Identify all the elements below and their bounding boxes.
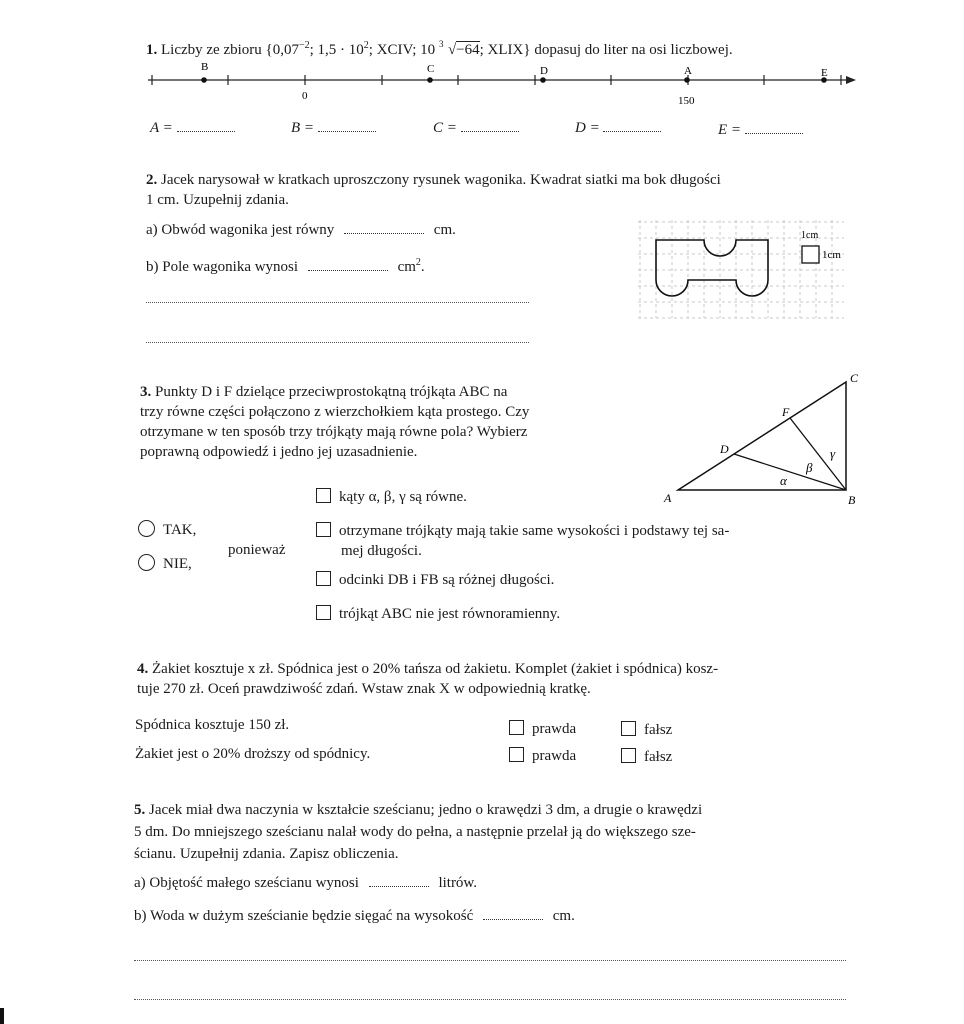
q1-mid2: ; XCIV; 10 (368, 42, 436, 58)
angle-gamma: γ (830, 446, 836, 461)
checkbox-reason-1[interactable] (316, 488, 331, 503)
legend-side: 1cm (822, 249, 841, 261)
point-C (427, 77, 433, 83)
q3-reason-2-cont: mej długości. (341, 543, 422, 559)
q3-no-label: NIE, (163, 556, 192, 572)
q3-reason-2[interactable]: otrzymane trójkąty mają takie same wysokości i podstawy tej sa- (316, 521, 729, 541)
q5-b (134, 906, 575, 926)
q1-root-index: 3 (438, 39, 444, 49)
q3-line4: poprawną odpowiedź i jedno jej uzasadnienie. (140, 444, 418, 460)
q3-reason-4[interactable]: trójkąt ABC nie jest równoramienny. (316, 604, 560, 624)
q5-number: 5. (134, 802, 146, 818)
label-zero: 0 (302, 90, 308, 102)
q1-answer-D: D = (575, 118, 661, 138)
q5-a (134, 873, 477, 893)
q5-line2: 5 dm. Do mniejszego sześcianu nalał wody do pełna, a następnie przelał ją do większego sze- (134, 824, 696, 840)
q3-reason-1[interactable]: kąty α, β, γ są równe. (316, 487, 467, 507)
checkbox-reason-4[interactable] (316, 605, 331, 620)
q2-work-line-2[interactable] (146, 342, 529, 343)
label-E: E (821, 67, 828, 79)
q1-sup2: 2 (363, 40, 369, 51)
q5-b-text: b) Woda w dużym sześcianie będzie sięgać na wysokość (134, 908, 474, 924)
q3-option-no[interactable] (138, 554, 192, 574)
q2-work-line-1[interactable] (146, 302, 529, 303)
q1-answer-B: B = (291, 118, 376, 138)
q2-b (146, 253, 425, 277)
q5-line1: Jacek miał dwa naczynia w kształcie sześcianu; jedno o krawędzi 3 dm, a drugie o krawędzi (149, 802, 703, 818)
q4-row2-false[interactable]: fałsz (621, 747, 672, 767)
checkbox-row2-true[interactable] (509, 747, 524, 762)
q2-b-blank[interactable] (308, 258, 388, 271)
q2-number: 2. (146, 172, 158, 188)
answer-D-blank[interactable] (603, 119, 661, 132)
q2-b-text: b) Pole wagonika wynosi (146, 259, 299, 275)
answer-A-blank[interactable] (177, 119, 235, 132)
q3-option-yes[interactable] (138, 520, 196, 540)
q1-number-line (140, 58, 870, 110)
q4-prompt (137, 659, 718, 699)
radio-yes[interactable] (138, 520, 155, 537)
q5-b-unit: cm. (552, 908, 575, 924)
point-F-label: F (782, 405, 790, 419)
label-B: B (201, 61, 209, 73)
point-D (540, 77, 546, 83)
q2-a-blank[interactable] (344, 221, 424, 234)
q4-number: 4. (137, 661, 149, 677)
q1-answer-C: C = (433, 118, 519, 138)
q3-prompt (140, 382, 640, 462)
q1-mid1: ; 1,5 · 10 (309, 42, 364, 58)
q2-a (146, 220, 456, 240)
radio-no[interactable] (138, 554, 155, 571)
scan-edge-mark (0, 1008, 4, 1024)
point-B (201, 77, 207, 83)
q4-row2-true[interactable]: prawda (509, 746, 576, 766)
label-C: C (427, 63, 435, 75)
q2-line2: 1 cm. Uzupełnij zdania. (146, 192, 289, 208)
checkbox-reason-3[interactable] (316, 571, 331, 586)
checkbox-row1-false[interactable] (621, 721, 636, 736)
q2-wagon-figure (634, 218, 854, 320)
triangle-ABC (678, 382, 846, 490)
answer-E-blank[interactable] (745, 121, 803, 134)
q3-yes-label: TAK, (163, 522, 197, 538)
q2-prompt (146, 170, 721, 210)
q1-tail: ; XLIX} dopasuj do liter na osi liczbowej. (479, 42, 733, 58)
q4-row1-false[interactable]: fałsz (621, 720, 672, 740)
q2-b-unit-sup: 2 (415, 257, 421, 268)
q1-answer-A: A = (150, 118, 235, 138)
q3-because: ponieważ (228, 542, 286, 558)
q4-statement-1: Spódnica kosztuje 150 zł. (135, 717, 290, 733)
q4-row1-true[interactable]: prawda (509, 719, 576, 739)
vertex-B: B (848, 493, 856, 507)
vertex-C: C (850, 371, 859, 385)
q2-line1: Jacek narysował w kratkach uproszczony rysunek wagonika. Kwadrat siatki ma bok długości (161, 172, 721, 188)
q1-intro: Liczby ze zbioru {0,07 (161, 42, 299, 58)
label-150: 150 (678, 95, 695, 107)
q5-line3: ścianu. Uzupełnij zdania. Zapisz obliczenia. (134, 846, 399, 862)
unit-square (802, 246, 819, 263)
q1-number: 1. (146, 42, 158, 58)
checkbox-row1-true[interactable] (509, 720, 524, 735)
point-D-label: D (720, 442, 729, 456)
vertex-A: A (664, 491, 672, 505)
q5-a-unit: litrów. (438, 875, 478, 891)
q3-line3: otrzymane w ten sposób trzy trójkąty mają równe pola? Wybierz (140, 424, 528, 440)
q3-triangle-figure (656, 368, 866, 508)
q1-prompt (146, 36, 733, 60)
angle-alpha: α (780, 473, 787, 488)
q3-line2: trzy równe części połączono z wierzchołkiem kąta prostego. Czy (140, 404, 530, 420)
q1-sup1: −2 (298, 40, 310, 51)
q5-prompt (134, 800, 702, 864)
q5-a-blank[interactable] (369, 874, 429, 887)
q2-b-unit: cm (397, 259, 416, 275)
q1-cube-root: 3 √−64 (439, 40, 480, 60)
q3-line1: Punkty D i F dzielące przeciwprostokątną trójkąta ABC na (155, 384, 508, 400)
wagon-shape (656, 240, 768, 296)
label-A: A (684, 65, 692, 77)
answer-B-blank[interactable] (318, 119, 376, 132)
q3-reason-3[interactable]: odcinki DB i FB są różnej długości. (316, 570, 554, 590)
point-A (684, 77, 690, 83)
q1-radicand: −64 (456, 42, 480, 58)
segment-FB (790, 418, 846, 490)
q4-statement-2: Żakiet jest o 20% droższy od spódnicy. (135, 746, 371, 762)
angle-beta: β (806, 460, 813, 475)
q5-work-line-1[interactable] (134, 960, 846, 961)
axis-arrow (846, 76, 856, 84)
q5-a-text: a) Objętość małego sześcianu wynosi (134, 875, 359, 891)
q2-a-unit: cm. (433, 222, 456, 238)
q1-answer-E: E = (718, 120, 803, 140)
checkbox-reason-2[interactable] (316, 522, 331, 537)
q4-line2: tuje 270 zł. Oceń prawdziwość zdań. Wstaw znak X w odpowiednią kratkę. (137, 681, 591, 697)
legend-top: 1cm (801, 230, 819, 241)
answer-C-blank[interactable] (461, 119, 519, 132)
q2-b-unit-end: . (420, 259, 425, 275)
q3-number: 3. (140, 384, 152, 400)
q5-b-blank[interactable] (483, 907, 543, 920)
label-D: D (540, 65, 548, 77)
checkbox-row2-false[interactable] (621, 748, 636, 763)
q5-work-line-2[interactable] (134, 999, 846, 1000)
q2-a-text: a) Obwód wagonika jest równy (146, 222, 335, 238)
q4-line1: Żakiet kosztuje x zł. Spódnica jest o 20% tańsza od żakietu. Komplet (żakiet i spódnica) kosz- (152, 661, 719, 677)
